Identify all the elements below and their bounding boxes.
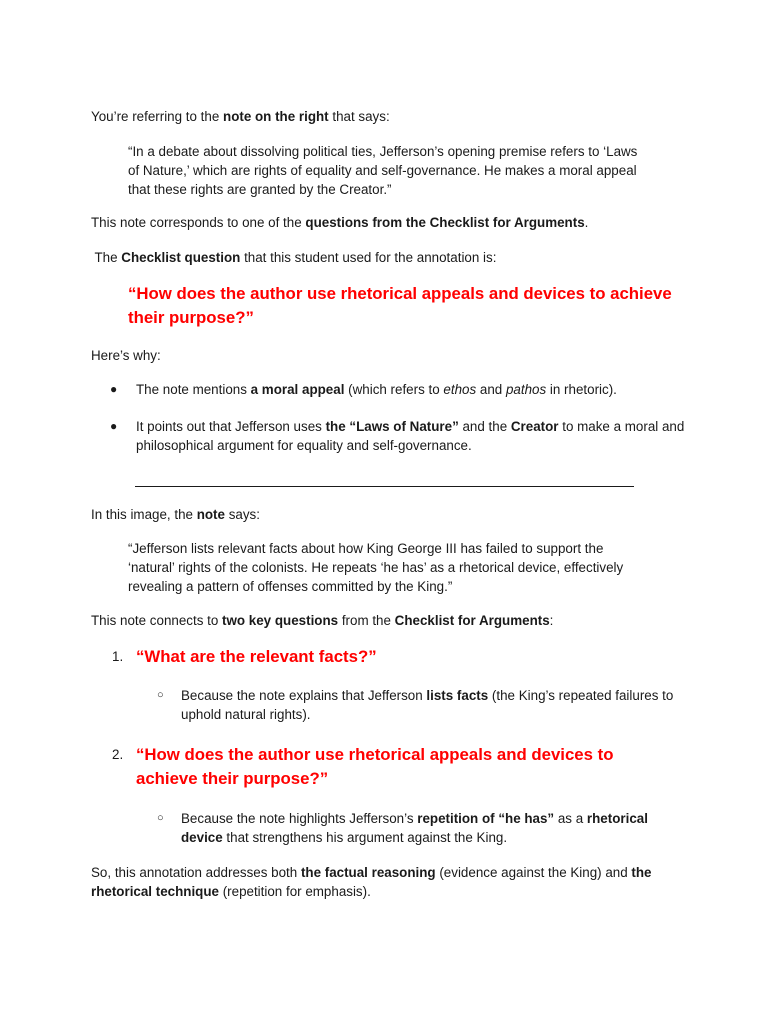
bullet-icon: ●: [110, 419, 118, 433]
sub-bullet-text: [181, 809, 681, 847]
bullet-text: [136, 417, 686, 455]
text: from the: [338, 613, 395, 628]
bold-text: the factual reasoning: [300, 865, 436, 880]
text: Because the note highlights Jefferson’s: [181, 811, 418, 826]
bold-text: the “Laws of Nature”: [325, 419, 459, 434]
bold-text: note on the right: [223, 109, 329, 124]
bold-text: questions from the Checklist for Arguments: [305, 215, 585, 230]
circle-bullet-icon: ○: [157, 812, 164, 824]
text: .: [584, 215, 589, 230]
text: that says:: [328, 109, 390, 124]
bold-text: repetition of “he has”: [417, 811, 555, 826]
text: :: [549, 613, 554, 628]
text: and the: [458, 419, 511, 434]
sub-bullet-text: [181, 686, 681, 724]
italic-text: ethos: [443, 382, 477, 397]
text: says:: [224, 507, 260, 522]
second-intro-paragraph: [91, 505, 691, 524]
text: You’re referring to the: [91, 109, 224, 124]
bold-text: lists facts: [426, 688, 489, 703]
circle-bullet-icon: ○: [157, 689, 164, 701]
text: that strengthens his argument against the King.: [222, 830, 508, 845]
text: In this image, the: [91, 507, 197, 522]
bold-text: two key questions: [222, 613, 339, 628]
bold-text: the rhetorical technique: [91, 865, 652, 899]
text: This note corresponds to one of the: [91, 215, 306, 230]
highlighted-question: “How does the author use rhetorical appeals and devices to achieve their purpose?”: [136, 745, 614, 788]
bullet-icon: ●: [110, 382, 118, 396]
highlighted-checklist-question: “How does the author use rhetorical appeals and devices to achieve their purpose?”: [128, 284, 672, 327]
intro-paragraph: [91, 107, 691, 126]
text: The note mentions: [136, 382, 251, 397]
highlighted-question: “What are the relevant facts?”: [136, 647, 377, 666]
list-number: 2.: [112, 747, 124, 762]
section-divider: [135, 486, 634, 487]
text: (evidence against the King) and: [435, 865, 632, 880]
correspondence-paragraph: [91, 213, 691, 232]
text: (the King’s repeated failures to uphold natural rights).: [181, 688, 674, 722]
bullet-text: [136, 380, 686, 399]
text: in rhetoric).: [546, 382, 617, 397]
heres-why-label: Here’s why:: [91, 348, 161, 363]
bold-text: note: [196, 507, 225, 522]
checklist-question-paragraph: [91, 248, 691, 267]
text: The: [91, 250, 122, 265]
text: as a: [554, 811, 587, 826]
quoted-note-2: “Jefferson lists relevant facts about how King George III has failed to support the ‘natural’ rights of the colonists. He repeats ‘he has’ as a rhetorical device, effectively revealing a pattern of offenses committed by the King.”: [128, 541, 624, 594]
text: (which refers to: [344, 382, 444, 397]
text: (repetition for emphasis).: [218, 884, 371, 899]
key-questions-paragraph: [91, 611, 691, 630]
bold-text: Checklist for Arguments: [394, 613, 550, 628]
text: So, this annotation addresses both: [91, 865, 301, 880]
list-number: 1.: [112, 649, 124, 664]
text: and: [476, 382, 506, 397]
conclusion-paragraph: [91, 863, 681, 901]
bold-text: rhetorical device: [181, 811, 648, 845]
text: This note connects to: [91, 613, 223, 628]
text: It points out that Jefferson uses: [136, 419, 326, 434]
bold-text: Creator: [510, 419, 559, 434]
text: that this student used for the annotation is:: [240, 250, 497, 265]
bold-text: a moral appeal: [250, 382, 345, 397]
bold-text: Checklist question: [121, 250, 241, 265]
text: Because the note explains that Jefferson: [181, 688, 427, 703]
italic-text: pathos: [505, 382, 547, 397]
quoted-note-1: “In a debate about dissolving political ties, Jefferson’s opening premise refers to ‘Laws of Nature,’ which are rights of equality and self-governance. He makes a moral appeal that these rights are granted by the Creator.”: [128, 144, 638, 197]
text: to make a moral and philosophical argument for equality and self-governance.: [136, 419, 685, 453]
